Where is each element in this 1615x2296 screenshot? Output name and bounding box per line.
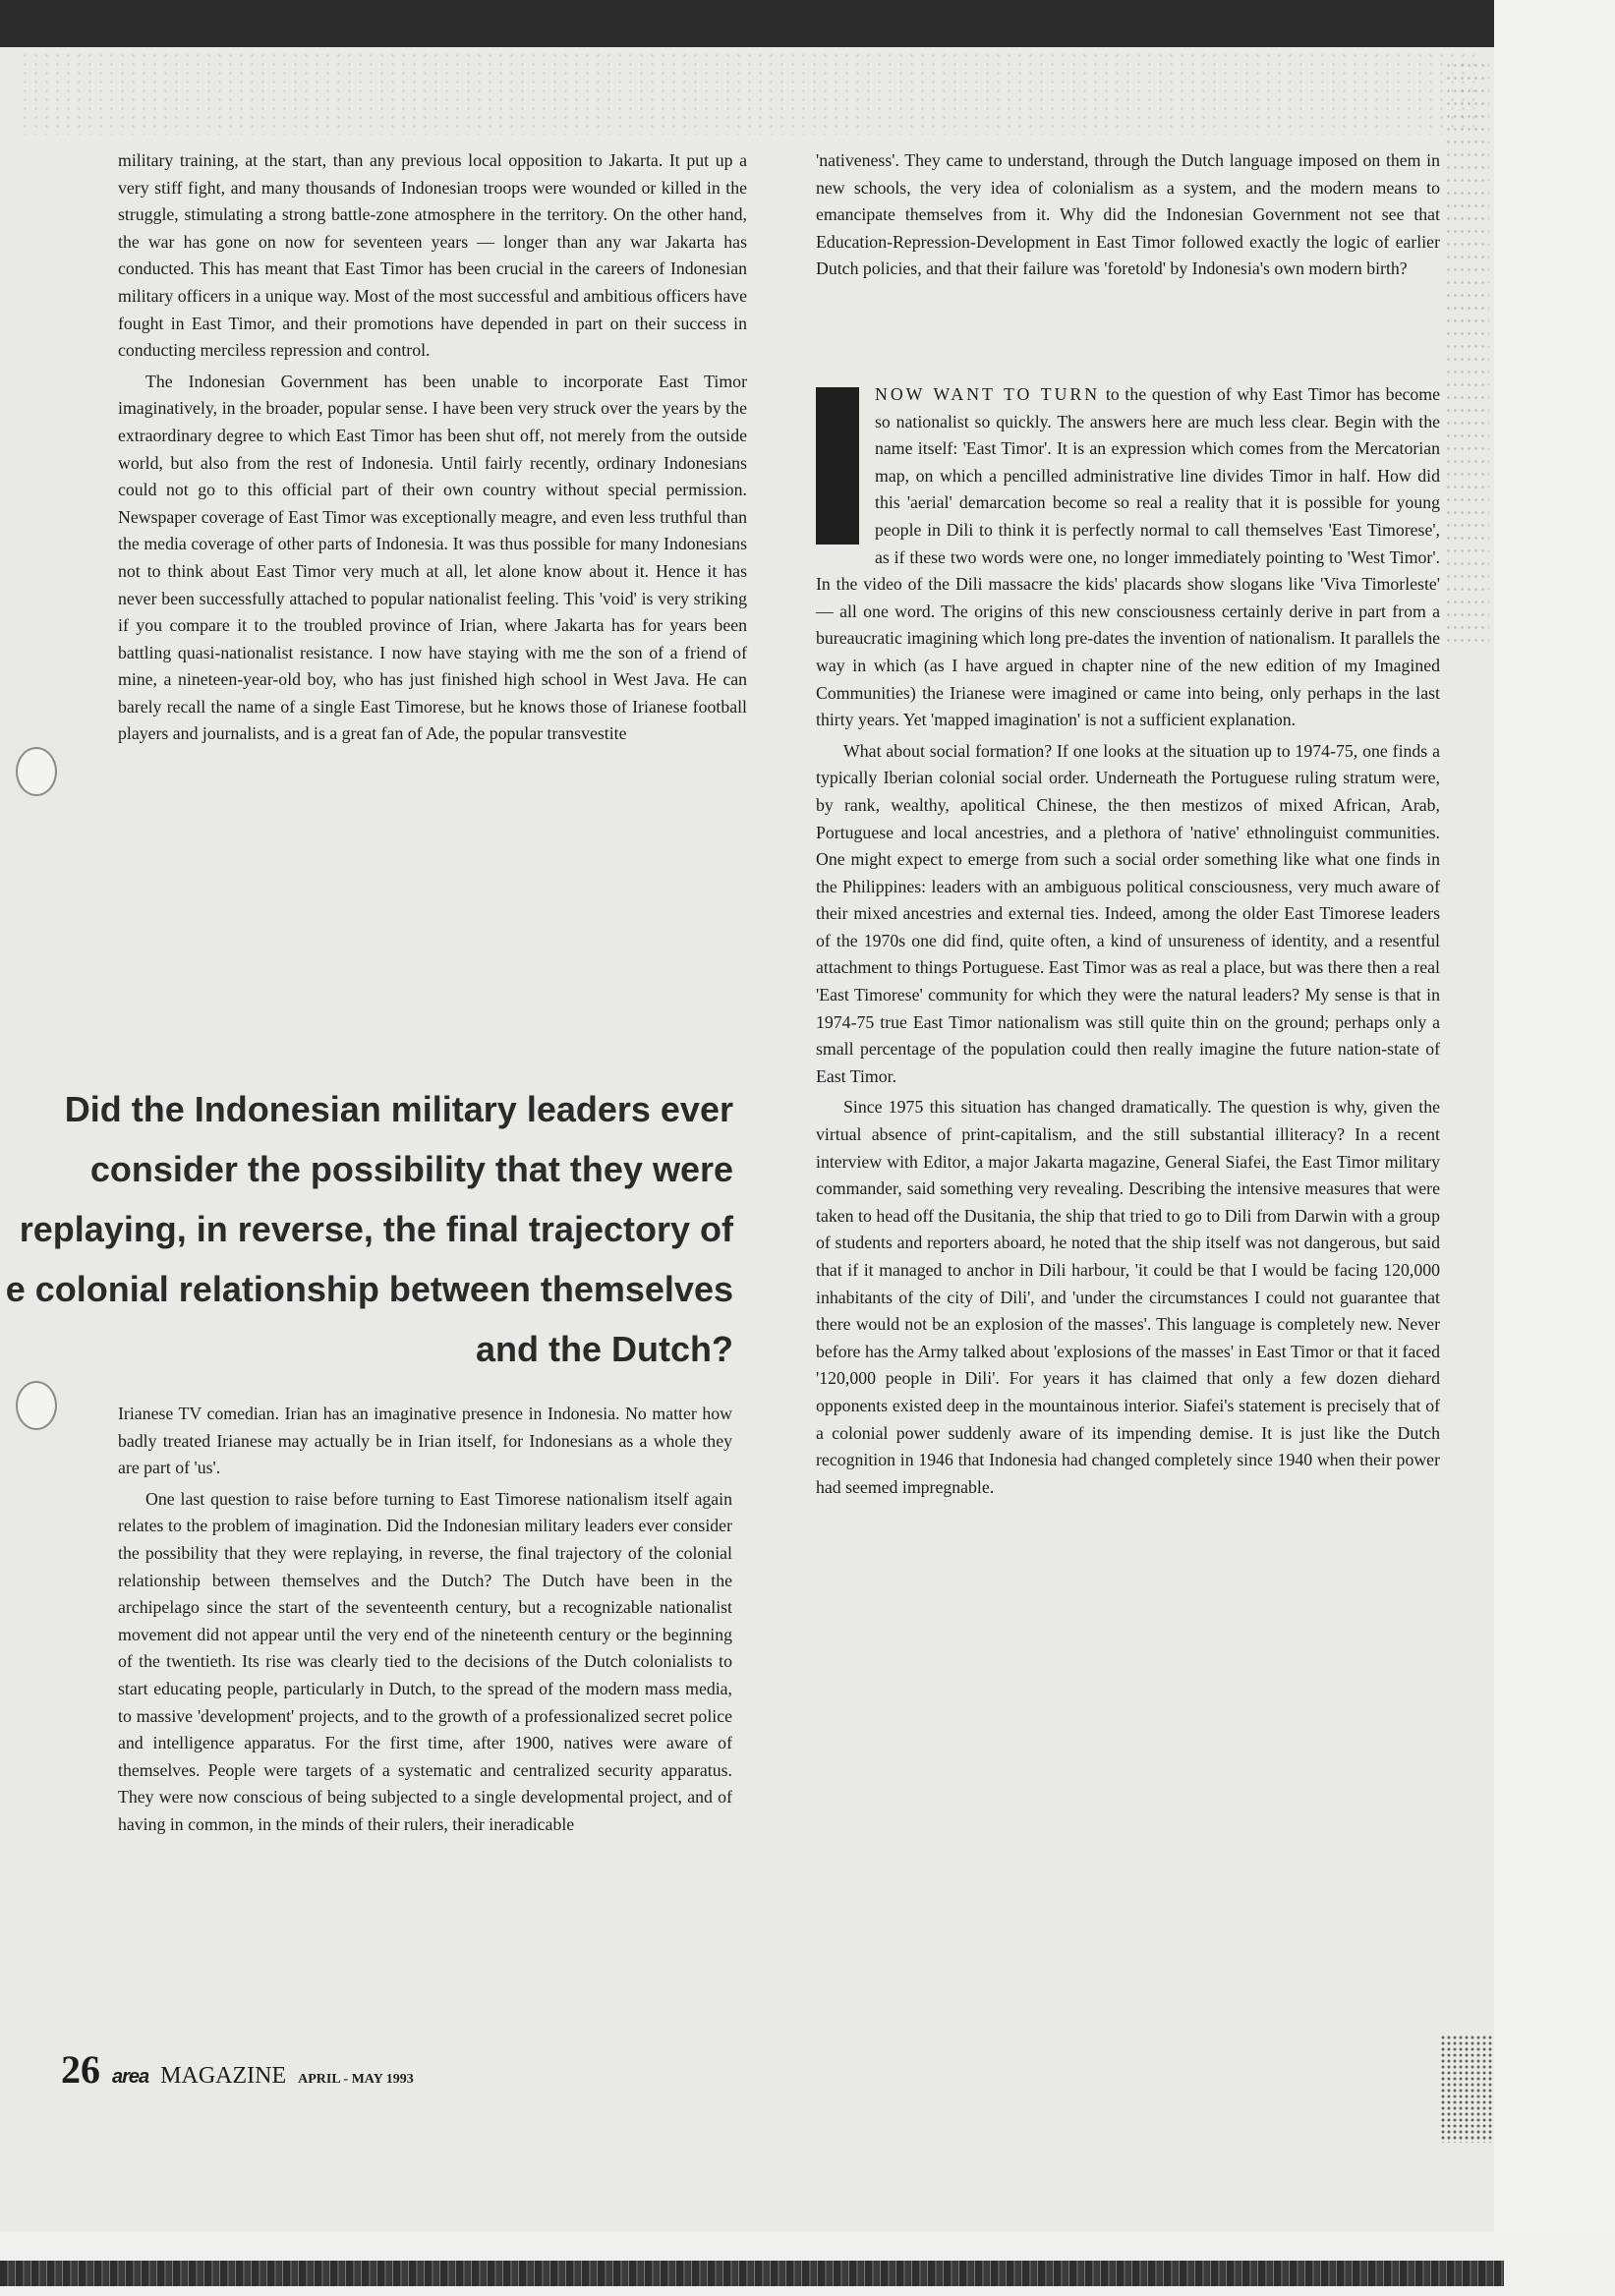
page-footer — [61, 2046, 414, 2095]
scan-edge-top — [0, 0, 1494, 47]
binder-hole-upper — [16, 747, 57, 796]
pull-quote-line: and the Dutch? — [476, 1329, 733, 1369]
article-column-right-top — [816, 147, 1440, 283]
magazine-name: MAGAZINE — [160, 2063, 287, 2089]
pull-quote-line: consider the possibility that they were — [89, 1149, 733, 1189]
article-column-left-top — [118, 147, 747, 748]
paragraph-body: to the question of why East Timor has become so nationalist so quickly. The answers here are much less clear. Begin with the name itself: 'East Timor'. It is an expression which comes from the Mercatorian map, on which a pencilled administrative line divides Timor in half. How did this 'aerial' demarcation become so real a reality that it is possible for young people in Dili to think it is perfectly normal to call themselves 'East Timorese', as if these two words were one, no longer immediately pointing to 'West Timor'. In the video of the Dili massacre the kids' placards show slogans like 'Viva Timorleste' — all one word. The origins of this new consciousness certainly derive in part from a bureaucratic imagining which long pre-dates the invention of nationalism. It parallels the way in which (as I have argued in chapter nine of the new edition of my Imagined Communities) the Irianese were imagined or came into being, only perhaps in the last thirty years. Yet 'mapped imagination' is not a sufficient explanation. — [816, 384, 1440, 730]
pull-quote — [0, 1079, 733, 1379]
magazine-logo: area — [112, 2066, 149, 2088]
paragraph: Since 1975 this situation has changed dramatically. The question is why, given the virtual absence of print-capitalism, and the still substantial illiteracy? In a recent interview with Editor, a major Jakarta magazine, General Siafei, the East Timor military commander, said something very revealing. Describing the intensive measures that were taken to head off the Dusitania, the ship that tried to go to Dili from Darwin with a group of students and reporters aboard, he noted that the ship itself was not dangerous, but said that if it managed to anchor in Dili harbour, 'it could be that I would be facing 120,000 inhabitants of the city of Dili', and 'under the circumstances I could not guarantee that there would not be an explosion of the masses'. This language is completely new. Never before has the Army talked about 'explosions of the masses' in East Timor or that it faced '120,000 people in Dili'. For years it has claimed that only a few dozen diehard opponents existed deep in the mountainous interior. Siafei's statement is precisely that of a colonial power suddenly aware of its impending demise. It is just like the Dutch recognition in 1946 that Indonesia had changed completely since 1940 when their power had seemed impregnable. — [816, 1097, 1440, 1497]
paragraph: What about social formation? If one looks at the situation up to 1974-75, one finds a typically Iberian colonial social order. Underneath the Portuguese ruling stratum were, by rank, wealthy, apolitical Chinese, the then mestizos of mixed African, Arab, Portuguese and local ancestries, and a plethora of 'native' ethnolinguist communities. One might expect to emerge from such a social order something like what one finds in the Philippines: leaders with an ambiguous political consciousness, very much aware of their mixed ancestries and external ties. Indeed, among the older East Timorese leaders of the 1970s one did find, quite often, a kind of unsureness of identity, and a resentful attachment to things Portuguese. East Timor was as real a place, but was there then a real 'East Timorese' community for which they were the natural leaders? My sense is that in 1974-75 true East Timor nationalism was still quite thin on the ground; perhaps only a small percentage of the population could then really imagine the future nation-state of East Timor. — [816, 740, 1440, 1086]
paragraph-with-dropcap — [816, 381, 1440, 734]
drop-cap-letter — [816, 387, 859, 545]
issue-date: APRIL - MAY 1993 — [298, 2072, 414, 2087]
scan-noise-right — [1445, 59, 1489, 649]
pull-quote-line: replaying, in reverse, the final trajectory of — [19, 1209, 733, 1249]
article-column-left-bottom — [118, 1401, 732, 1839]
scan-edge-bottom — [0, 2231, 1615, 2296]
scan-noise-top — [20, 51, 1474, 135]
paragraph: One last question to raise before turning to East Timorese nationalism itself again relates to the problem of imagination. Did the Indonesian military leaders ever consider the possibility that they were replaying, in reverse, the final trajectory of the colonial relationship between themselves and the Dutch? The Dutch have been in the archipelago since the start of the seventeenth century, but a recognizable nationalist movement did not appear until the very end of the nineteenth century or the beginning of the twentieth. Its rise was clearly tied to the decisions of the Dutch colonialists to start educating people, particularly in Dutch, to the spread of the modern mass media, to massive 'development' projects, and to the growth of a professionalized secret police and intelligence apparatus. For the first time, after 1900, natives were aware of themselves. People were targets of a systematic and centralized security apparatus. They were now conscious of being subjected to a single developmental project, and of having in common, in the minds of their rulers, their ineradicable — [118, 1488, 732, 1834]
lead-in-text: NOW WANT TO TURN — [875, 384, 1101, 404]
page-number: 26 — [61, 2047, 100, 2092]
article-column-right-bottom — [816, 381, 1440, 1501]
pull-quote-line: Did the Indonesian military leaders ever — [64, 1089, 733, 1129]
paragraph: The Indonesian Government has been unable to incorporate East Timor imaginatively, in the broader, popular sense. I have been very struck over the years by the extraordinary degree to which East Timor has been shut off, not merely from the outside world, but also from the rest of Indonesia. Until fairly recently, ordinary Indonesians could not go to this official part of their own country without special permission. Newspaper coverage of East Timor was exceptionally meagre, and even less truthful than the media coverage of other parts of Indonesia. It was thus possible for many Indonesians not to think about East Timor very much at all, let alone know about it. Hence it has never been successfully attached to popular nationalist feeling. This 'void' is very striking if you compare it to the troubled province of Irian, where Jakarta has for years been battling quasi-nationalist resistance. I now have staying with me the son of a friend of mine, a nineteen-year-old boy, who has just finished high school in West Java. He can barely recall the name of a single East Timorese, but he knows those of Irianese football players and journalists, and is a great fan of Ade, the popular transvestite — [118, 371, 747, 744]
paragraph: Irianese TV comedian. Irian has an imaginative presence in Indonesia. No matter how badly treated Irianese may actually be in Irian itself, for Indonesians as a whole they are part of 'us'. — [118, 1404, 732, 1478]
paragraph: 'nativeness'. They came to understand, through the Dutch language imposed on them in new schools, the very idea of colonialism as a system, and the modern means to emancipate themselves from it. Why did the Indonesian Government not see that Education-Repression-Development in East Timor followed exactly the logic of earlier Dutch policies, and that their failure was 'foretold' by Indonesia's own modern birth? — [816, 150, 1440, 279]
pull-quote-line: e colonial relationship between themselves — [5, 1269, 733, 1309]
paragraph: military training, at the start, than any previous local opposition to Jakarta. It put up a very stiff fight, and many thousands of Indonesian troops were wounded or killed in the struggle, stimulating a strong battle-zone atmosphere in the territory. On the other hand, the war has gone on now for seventeen years — longer than any war Jakarta has conducted. This has meant that East Timor has been crucial in the careers of Indonesian military officers in a unique way. Most of the most successful and ambitious officers have fought in East Timor, and their promotions have depended in part on their success in conducting merciless repression and control. — [118, 150, 747, 361]
scan-margin-right — [1494, 0, 1615, 2296]
scan-noise-bottom-right — [1440, 2035, 1494, 2143]
binder-hole-lower — [16, 1381, 57, 1430]
